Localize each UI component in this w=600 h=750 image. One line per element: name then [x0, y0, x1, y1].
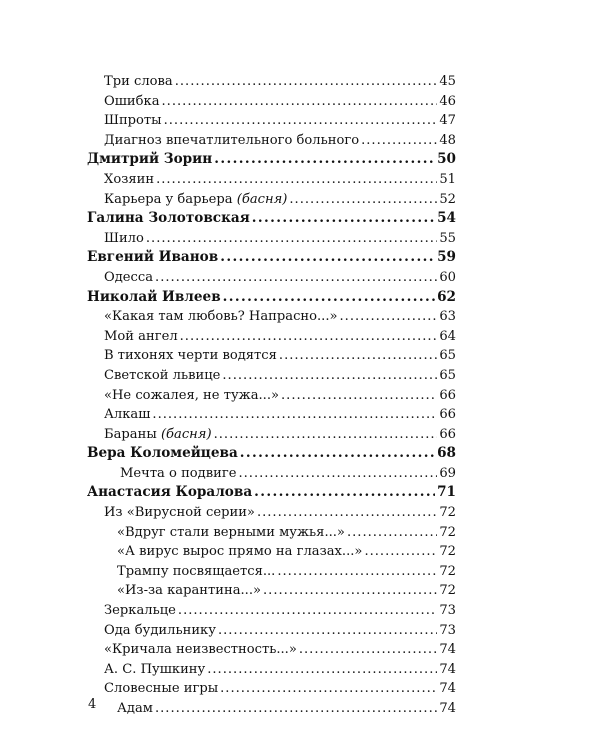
toc-entry-page: 72	[439, 524, 456, 540]
toc-entry-title	[87, 483, 252, 503]
toc-entry-page: 72	[439, 583, 456, 599]
toc-entry-page: 66	[439, 387, 456, 403]
toc-entry-page: 72	[439, 505, 456, 521]
toc-entry-title	[117, 523, 345, 543]
toc-entry	[87, 346, 456, 366]
toc-entry-page: 55	[439, 230, 456, 246]
toc-entry-title	[104, 386, 279, 406]
toc-entry	[87, 327, 456, 347]
dot-leader	[340, 307, 438, 327]
toc-entry-title	[104, 366, 220, 386]
toc-author-entry	[87, 248, 456, 268]
toc-entry-title-text: Николай Ивлеев	[87, 288, 221, 305]
toc-entry-page: 48	[439, 132, 456, 148]
toc-entry-page: 66	[439, 407, 456, 423]
toc-entry-page: 73	[439, 622, 456, 638]
dot-leader	[279, 346, 437, 366]
dot-leader	[162, 92, 438, 112]
dot-leader	[178, 601, 437, 621]
toc-entry	[87, 425, 456, 445]
toc-entry-title	[104, 346, 277, 366]
dot-leader	[220, 679, 437, 699]
toc-entry-note: (басня)	[236, 191, 288, 207]
toc-author-entry	[87, 483, 456, 503]
toc-entry-title	[117, 699, 153, 719]
toc-entry-title-text: Зеркальце	[104, 603, 176, 619]
toc-entry-page: 52	[439, 191, 456, 207]
dot-leader	[254, 483, 435, 503]
toc-entry-title-text: Алкаш	[104, 407, 151, 423]
dot-leader	[164, 111, 438, 131]
toc-entry-title	[104, 621, 216, 641]
toc-entry-title-text: Дмитрий Зорин	[87, 151, 213, 168]
toc-entry-title	[104, 170, 154, 190]
dot-leader	[263, 581, 437, 601]
page-number: 4	[88, 697, 97, 712]
toc-entry-title-text: Ошибка	[104, 93, 160, 109]
toc-entry	[87, 72, 456, 92]
toc-entry-page: 63	[439, 309, 456, 325]
toc-entry-title-text: Адам	[117, 701, 153, 716]
toc-entry-page: 68	[437, 445, 456, 462]
toc-entry-title-text: А. С. Пушкину	[104, 661, 206, 677]
toc-entry	[87, 268, 456, 288]
toc-entry-title	[87, 444, 238, 464]
toc-entry-title	[104, 190, 287, 210]
toc-entry-title	[87, 248, 218, 268]
toc-entry	[87, 170, 456, 190]
dot-leader	[220, 248, 435, 268]
dot-leader	[175, 72, 438, 92]
toc-entry-title-text: Галина Золотовская	[87, 210, 250, 227]
toc-entry-page: 46	[439, 93, 456, 109]
toc-entry-page: 73	[439, 603, 456, 619]
toc-entry-page: 74	[439, 681, 456, 697]
toc-entry-title	[104, 640, 297, 660]
dot-leader	[361, 131, 437, 151]
toc-entry	[87, 366, 456, 386]
toc-entry-title-text: Шпроты	[104, 113, 162, 129]
toc-entry	[87, 464, 456, 484]
toc-entry-title-text: Хозяин	[104, 171, 155, 187]
dot-leader	[155, 699, 437, 719]
toc-entry-title	[104, 111, 162, 131]
toc-entry	[87, 660, 456, 680]
toc-entry-title-text: Бараны	[104, 426, 157, 442]
toc-entry-title	[104, 327, 178, 347]
toc-author-entry	[87, 288, 456, 308]
dot-leader	[207, 660, 437, 680]
toc-entry-title	[117, 562, 275, 582]
dot-leader	[277, 562, 437, 582]
toc-entry-title	[104, 268, 153, 288]
toc-entry-title-text: Анастасия Коралова	[87, 484, 253, 501]
toc-entry-page: 74	[439, 642, 456, 658]
toc-entry-title	[104, 229, 144, 249]
toc-entry-title-text: Трампу посвящается...	[117, 563, 276, 579]
toc-entry-title	[104, 72, 173, 92]
dot-leader	[214, 150, 435, 170]
toc-entry-title	[104, 679, 218, 699]
dot-leader	[223, 288, 435, 308]
toc-author-entry	[87, 444, 456, 464]
table-of-contents	[87, 72, 456, 719]
toc-entry-title-text: Шило	[104, 230, 144, 246]
toc-entry-title-text: «Вдруг стали верными мужья...»	[117, 524, 345, 540]
toc-entry-page: 65	[439, 348, 456, 364]
toc-entry-note: (басня)	[160, 426, 212, 442]
toc-entry-title-text: Евгений Иванов	[87, 249, 219, 266]
toc-entry	[87, 699, 456, 719]
dot-leader	[152, 405, 437, 425]
dot-leader	[156, 170, 437, 190]
toc-entry	[87, 131, 456, 151]
toc-entry-title-text: Диагноз впечатлительного больного	[104, 132, 360, 148]
dot-leader	[347, 523, 437, 543]
toc-entry-page: 66	[439, 426, 456, 442]
toc-entry-title-text: Ода будильнику	[104, 622, 216, 638]
dot-leader	[222, 366, 437, 386]
toc-entry-page: 59	[437, 249, 456, 266]
toc-entry-title	[120, 464, 236, 484]
toc-entry-page: 47	[439, 113, 456, 129]
toc-entry-title	[104, 601, 176, 621]
toc-entry-title-text: «А вирус вырос прямо на глазах...»	[117, 544, 363, 560]
toc-entry-title-text: «Из-за карантина...»	[117, 583, 262, 599]
toc-entry-title-text: «Кричала неизвестность...»	[104, 642, 297, 658]
toc-entry-title-text: Словесные игры	[104, 681, 219, 697]
toc-entry-page: 71	[437, 484, 456, 501]
toc-author-entry	[87, 150, 456, 170]
toc-entry-title	[104, 405, 150, 425]
toc-entry	[87, 386, 456, 406]
toc-entry-page: 74	[439, 661, 456, 677]
toc-author-entry	[87, 209, 456, 229]
toc-entry-page: 64	[439, 328, 456, 344]
dot-leader	[289, 190, 437, 210]
toc-entry-title-text: Мечта о подвиге	[120, 465, 237, 481]
toc-entry	[87, 621, 456, 641]
toc-entry	[87, 562, 456, 582]
toc-entry	[87, 503, 456, 523]
toc-entry-title-text: Карьера у барьера	[104, 191, 233, 207]
toc-entry-page: 72	[439, 544, 456, 560]
toc-entry-page: 51	[439, 171, 456, 187]
toc-entry	[87, 405, 456, 425]
toc-entry	[87, 679, 456, 699]
dot-leader	[240, 444, 435, 464]
toc-entry-title-text: В тихонях черти водятся	[104, 348, 277, 364]
toc-entry-page: 65	[439, 367, 456, 383]
toc-entry-page: 60	[439, 269, 456, 285]
toc-entry-title	[104, 660, 205, 680]
toc-entry-page: 54	[437, 210, 456, 227]
dot-leader	[214, 425, 438, 445]
toc-entry-title-text: Из «Вирусной серии»	[104, 505, 255, 521]
toc-entry-title-text: Три слова	[104, 74, 173, 89]
dot-leader	[146, 229, 437, 249]
toc-entry	[87, 229, 456, 249]
toc-entry-title-text: Одесса	[104, 269, 154, 285]
toc-entry	[87, 111, 456, 131]
toc-entry-title	[117, 542, 362, 562]
toc-entry-title	[104, 131, 359, 151]
toc-entry-title-text: Мой ангел	[104, 328, 178, 344]
toc-entry-title-text: «Какая там любовь? Напрасно...»	[104, 309, 338, 325]
toc-entry-title	[104, 92, 160, 112]
toc-entry	[87, 640, 456, 660]
toc-entry-page: 50	[437, 151, 456, 168]
toc-entry	[87, 92, 456, 112]
toc-entry-title	[87, 288, 221, 308]
toc-entry-page: 69	[439, 465, 456, 481]
dot-leader	[180, 327, 438, 347]
toc-entry-title	[117, 581, 261, 601]
toc-entry-title	[104, 503, 255, 523]
toc-entry	[87, 581, 456, 601]
toc-entry-title-text: «Не сожалея, не тужа...»	[104, 387, 279, 403]
toc-entry-title	[104, 425, 212, 445]
toc-entry	[87, 307, 456, 327]
toc-entry-page: 72	[439, 563, 456, 579]
toc-entry-page: 74	[439, 701, 456, 716]
toc-entry-page: 45	[439, 74, 456, 89]
dot-leader	[281, 386, 437, 406]
dot-leader	[218, 621, 437, 641]
dot-leader	[238, 464, 437, 484]
toc-entry-page: 62	[437, 288, 456, 305]
toc-entry	[87, 190, 456, 210]
toc-entry	[87, 523, 456, 543]
dot-leader	[155, 268, 437, 288]
dot-leader	[257, 503, 437, 523]
toc-entry-title	[104, 307, 338, 327]
toc-entry-title	[87, 150, 212, 170]
dot-leader	[299, 640, 437, 660]
toc-entry-title-text: Светской львице	[104, 367, 221, 383]
toc-entry-title	[87, 209, 250, 229]
dot-leader	[364, 542, 437, 562]
toc-entry	[87, 542, 456, 562]
dot-leader	[252, 209, 435, 229]
toc-entry-title-text: Вера Коломейцева	[87, 445, 238, 462]
toc-entry	[87, 601, 456, 621]
